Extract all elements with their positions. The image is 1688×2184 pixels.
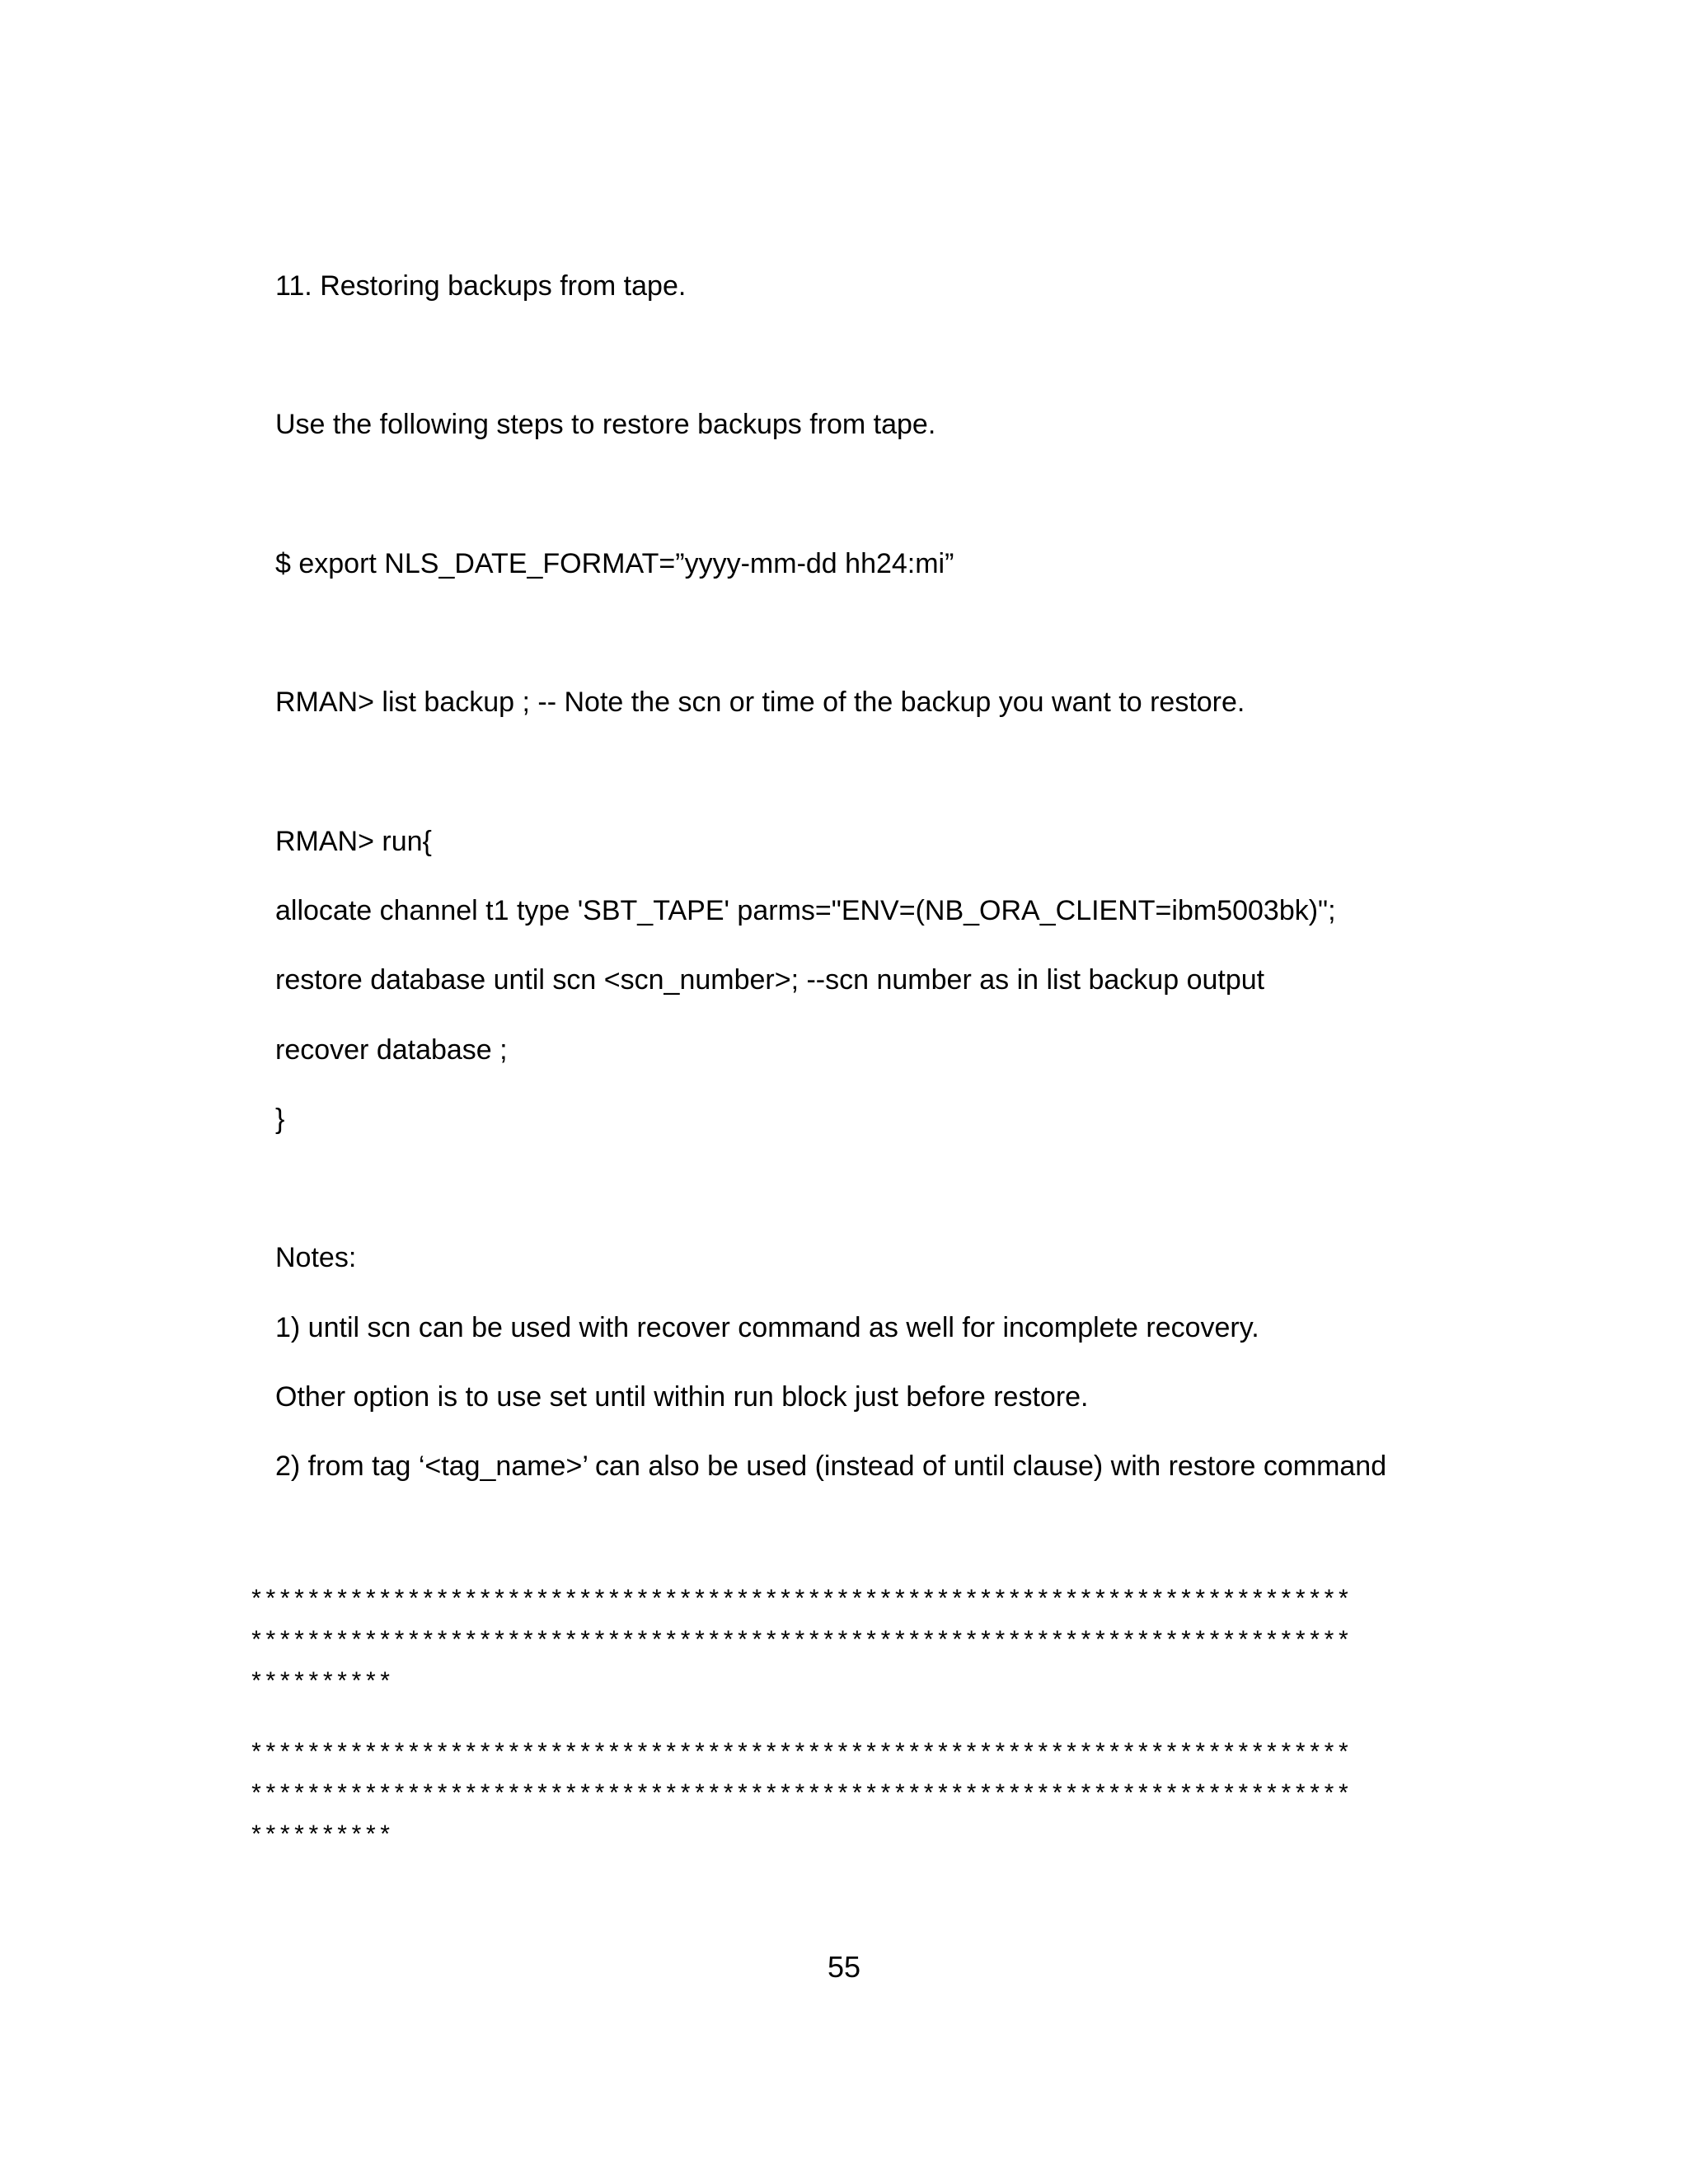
run-block-open: RMAN> run{ (275, 826, 432, 857)
note-2: 2) from tag ‘<tag_name>’ can also be used (instead of until clause) with restore command (275, 1451, 1387, 1482)
separator-line: ********** (249, 1670, 392, 1698)
list-backup-command: RMAN> list backup ; -- Note the scn or time of the backup you want to restore. (275, 687, 1245, 718)
note-1-continued: Other option is to use set until within run block just before restore. (275, 1381, 1089, 1413)
notes-label: Notes: (275, 1242, 357, 1273)
run-block-close: } (275, 1104, 285, 1135)
separator-line: ********** (249, 1823, 392, 1851)
restore-database-command: restore database until scn <scn_number>; --scn number as in list backup output (275, 964, 1265, 996)
page-number: 55 (827, 1950, 861, 1984)
separator-line: ***************************************************************************** (249, 1587, 1351, 1615)
separator-line: ***************************************************************************** (249, 1782, 1351, 1810)
intro-text: Use the following steps to restore backups from tape. (275, 409, 936, 440)
recover-database-command: recover database ; (275, 1034, 508, 1066)
separator-line: ***************************************************************************** (249, 1741, 1351, 1769)
allocate-channel-command: allocate channel t1 type 'SBT_TAPE' parms="ENV=(NB_ORA_CLIENT=ibm5003bk)"; (275, 895, 1336, 926)
export-command: $ export NLS_DATE_FORMAT=”yyyy-mm-dd hh24:mi” (275, 548, 954, 579)
section-heading: 11. Restoring backups from tape. (275, 270, 687, 302)
separator-line: ***************************************************************************** (249, 1629, 1351, 1657)
note-1: 1) until scn can be used with recover command as well for incomplete recovery. (275, 1312, 1259, 1343)
